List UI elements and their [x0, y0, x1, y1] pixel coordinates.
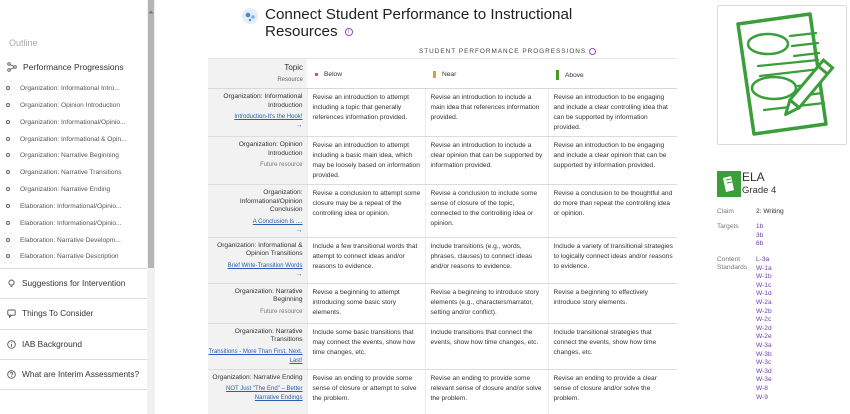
comment-icon — [7, 309, 16, 318]
above-cell: Revise an introduction to be engaging and include a clear opinion that can be supported by information provided. — [548, 137, 677, 185]
targets-label: Targets — [717, 223, 739, 230]
above-cell: Revise an ending to provide a clear sense of closure and/or solve the problem. — [548, 369, 677, 414]
topic-column-header: Topic Resource — [208, 59, 307, 89]
standards-label: Content Standards — [717, 256, 748, 271]
target-item[interactable]: 3b — [756, 231, 764, 239]
below-cell: Revise a conclusion to attempt some closure may be a repeat of the controlling idea or opinion. — [307, 185, 425, 238]
question-icon — [7, 370, 16, 379]
circle-bullet-icon — [6, 204, 10, 208]
claim-value: 2: Writing — [756, 208, 784, 215]
title-info-icon[interactable]: i — [345, 28, 353, 36]
info-panel — [705, 0, 850, 414]
performance-table — [208, 58, 677, 414]
sidebar-subitem[interactable]: Elaboration: Narrative Description — [0, 248, 148, 264]
grade-label: Grade 4 — [742, 185, 777, 196]
topic-cell: Organization: Opinion Introduction Future resource — [208, 137, 307, 185]
near-cell: Revise an introduction to include a main idea that references information provided. — [425, 89, 548, 137]
near-cell: Revise an ending to provide some relevant sense of closure and/or solve the problem. — [425, 369, 548, 414]
sidebar-subitem[interactable]: Organization: Opinion Introduction — [0, 97, 148, 113]
standard-item[interactable]: W-1d — [756, 290, 772, 298]
sidebar-item-performance-progressions[interactable] — [0, 58, 124, 76]
topic-cell: Organization: Informational & Opinion Transitions Brief Write-Transition Words → — [208, 237, 307, 283]
near-column-header: Near — [425, 59, 548, 89]
below-cell: Revise an introduction to attempt including a basic main idea, which may be loosely based on information provided. — [307, 137, 425, 185]
standard-item[interactable]: W-1a — [756, 264, 772, 272]
below-cell: Revise a beginning to attempt introducing some basic story elements. — [307, 283, 425, 323]
below-cell: Revise an introduction to attempt including a topic that generally references information provided. — [307, 89, 425, 137]
resource-link[interactable]: Brief Write-Transition Words — [227, 262, 303, 269]
standard-item[interactable]: W-8 — [756, 384, 768, 392]
arrow-right-icon[interactable]: → — [295, 226, 303, 234]
standard-item[interactable]: W-1c — [756, 281, 772, 289]
above-column-header: Above — [548, 59, 677, 89]
above-cell: Include a variety of transitional strategies to logically connect ideas and/or reasons to evidence. — [548, 237, 677, 283]
table-header-row — [208, 59, 677, 89]
sidebar-subitem[interactable]: Organization: Narrative Beginning — [0, 147, 148, 163]
below-cell: Revise an ending to provide some sense of closure or attempt to solve the problem. — [307, 369, 425, 414]
document-pencil-icon — [718, 6, 848, 146]
progressions-label: STUDENT PERFORMANCE PROGRESSIONS — [419, 48, 596, 55]
sidebar-divider — [0, 389, 148, 390]
standard-item[interactable]: W-3d — [756, 367, 772, 375]
sidebar-scrollbar-thumb[interactable] — [148, 0, 154, 268]
standard-item[interactable]: W-3e — [756, 376, 772, 384]
standard-item[interactable]: W-9 — [756, 393, 768, 401]
info-icon — [7, 340, 16, 349]
claim-label: Claim — [717, 208, 734, 215]
below-marker — [315, 73, 318, 76]
topic-cell: Organization: Informational Introduction Introduction-It's the Hook! → — [208, 89, 307, 137]
scroll-up-arrow-icon[interactable] — [148, 2, 154, 8]
circle-bullet-icon — [6, 254, 10, 258]
target-item[interactable]: 6b — [756, 240, 764, 248]
standards-list — [756, 256, 772, 402]
sidebar-item-things-to-consider[interactable]: Things To Consider — [0, 299, 148, 327]
connect-icon — [241, 7, 259, 25]
circle-bullet-icon — [6, 221, 10, 225]
resource-label: Future resource — [260, 162, 303, 168]
sidebar-subitem[interactable]: Organization: Narrative Ending — [0, 181, 148, 197]
table-row — [208, 369, 677, 414]
circle-bullet-icon — [6, 238, 10, 242]
sidebar-subitem[interactable]: Elaboration: Narrative Developm... — [0, 232, 148, 248]
outline-sidebar — [0, 0, 148, 414]
target-item[interactable]: 1b — [756, 223, 764, 230]
arrow-right-icon[interactable]: → — [295, 270, 303, 278]
arrow-right-icon[interactable]: → — [295, 122, 303, 129]
sidebar-subitem[interactable]: Elaboration: Informational/Opinio... — [0, 198, 148, 214]
near-cell: Revise an introduction to include a clear opinion that can be supported by information provided. — [425, 137, 548, 185]
table-row — [208, 89, 677, 137]
above-cell: Revise a conclusion to be thoughtful and do more than repeat the controlling idea or opinion. — [548, 185, 677, 238]
resource-link[interactable]: A Conclusion Is .... — [252, 218, 303, 225]
sidebar-item-iab-background[interactable]: IAB Background — [0, 330, 148, 358]
topic-cell: Organization: Narrative Beginning Future resource — [208, 283, 307, 323]
near-cell: Include transitions that connect the events, show how time changes, etc. — [425, 323, 548, 369]
main-content — [155, 0, 705, 414]
targets-list — [756, 223, 763, 249]
topic-cell: Organization: Informational/Opinion Conclusion A Conclusion Is .... → — [208, 185, 307, 238]
near-marker — [433, 71, 436, 78]
above-cell: Revise an introduction to be engaging and include a clear controlling idea that can be supported by information provided. — [548, 89, 677, 137]
circle-bullet-icon — [6, 153, 10, 157]
standard-item[interactable]: W-3c — [756, 359, 772, 367]
circle-bullet-icon — [6, 137, 10, 141]
table-row — [208, 137, 677, 185]
circle-bullet-icon — [6, 170, 10, 174]
resource-link[interactable]: Transitions - More Than First, Next, Last! — [208, 348, 303, 364]
topic-cell: Organization: Narrative Transitions Transitions - More Than First, Next, Last! — [208, 323, 307, 369]
resource-label: Future resource — [260, 308, 303, 315]
standard-item[interactable]: W-2e — [756, 333, 772, 341]
resource-link[interactable]: NOT Just "The End" – Better Narrative Endings — [225, 386, 303, 401]
above-marker — [556, 70, 559, 80]
standard-item[interactable]: L-3a — [756, 256, 770, 263]
near-cell: Include transitions (e.g., words, phrases, clauses) to connect ideas and/or reasons to evidence. — [425, 237, 548, 283]
standard-item[interactable]: W-2d — [756, 324, 772, 332]
standard-item[interactable]: W-2b — [756, 307, 772, 315]
standard-item[interactable]: W-3b — [756, 350, 772, 358]
table-row — [208, 185, 677, 238]
branch-icon — [7, 62, 17, 72]
above-cell: Include transitional strategies that connect the events, show how time changes, etc. — [548, 323, 677, 369]
standard-item[interactable]: W-2c — [756, 316, 772, 324]
subject-label: ELA — [742, 170, 765, 184]
circle-bullet-icon — [6, 187, 10, 191]
table-row — [208, 237, 677, 283]
topic-cell: Organization: Narrative Ending NOT Just "The End" – Better Narrative Endings — [208, 369, 307, 414]
below-cell: Include a few transitional words that attempt to connect ideas and/or reasons to evidence. — [307, 237, 425, 283]
above-cell: Revise a beginning to effectively introduce story elements. — [548, 283, 677, 323]
circle-bullet-icon — [6, 120, 10, 124]
sidebar-item-interim-assessments[interactable]: What are Interim Assessments? — [0, 360, 148, 388]
progressions-info-icon[interactable] — [589, 48, 596, 55]
outline-label: Outline — [9, 38, 38, 48]
sidebar-subitem[interactable]: Organization: Informational & Opin... — [0, 131, 148, 147]
page-title: Connect Student Performance to Instructional Resources i — [265, 6, 573, 40]
circle-bullet-icon — [6, 103, 10, 107]
table-row — [208, 323, 677, 369]
writing-illustration — [717, 5, 847, 145]
sidebar-subitem[interactable]: Organization: Informational/Opinio... — [0, 114, 148, 130]
sidebar-item-suggestions[interactable]: Suggestions for Intervention — [0, 269, 148, 297]
below-cell: Include some basic transitions that may connect the events, show how time changes, etc. — [307, 323, 425, 369]
standard-item[interactable]: W-3a — [756, 341, 772, 349]
standard-item[interactable]: W-2a — [756, 298, 772, 306]
table-row — [208, 283, 677, 323]
resource-link[interactable]: Introduction-It's the Hook! — [234, 114, 303, 120]
standard-item[interactable]: W-1b — [756, 273, 772, 281]
near-cell: Revise a beginning to introduce story elements (e.g., characters/narrator, setting and/or conflict). — [425, 283, 548, 323]
sidebar-item-label: Performance Progressions — [23, 62, 124, 72]
lightbulb-icon — [7, 279, 16, 288]
circle-bullet-icon — [6, 86, 10, 90]
sidebar-subitem[interactable]: Elaboration: Informational/Opinio... — [0, 215, 148, 231]
near-cell: Revise a conclusion to include some sense of closure of the topic, connected to the controlling idea or opinion. — [425, 185, 548, 238]
book-icon — [717, 171, 741, 197]
below-column-header: Below — [307, 59, 425, 89]
sidebar-subitem[interactable]: Organization: Narrative Transitions — [0, 164, 148, 180]
sidebar-subitem[interactable]: Organization: Informational Intro... — [0, 80, 148, 96]
